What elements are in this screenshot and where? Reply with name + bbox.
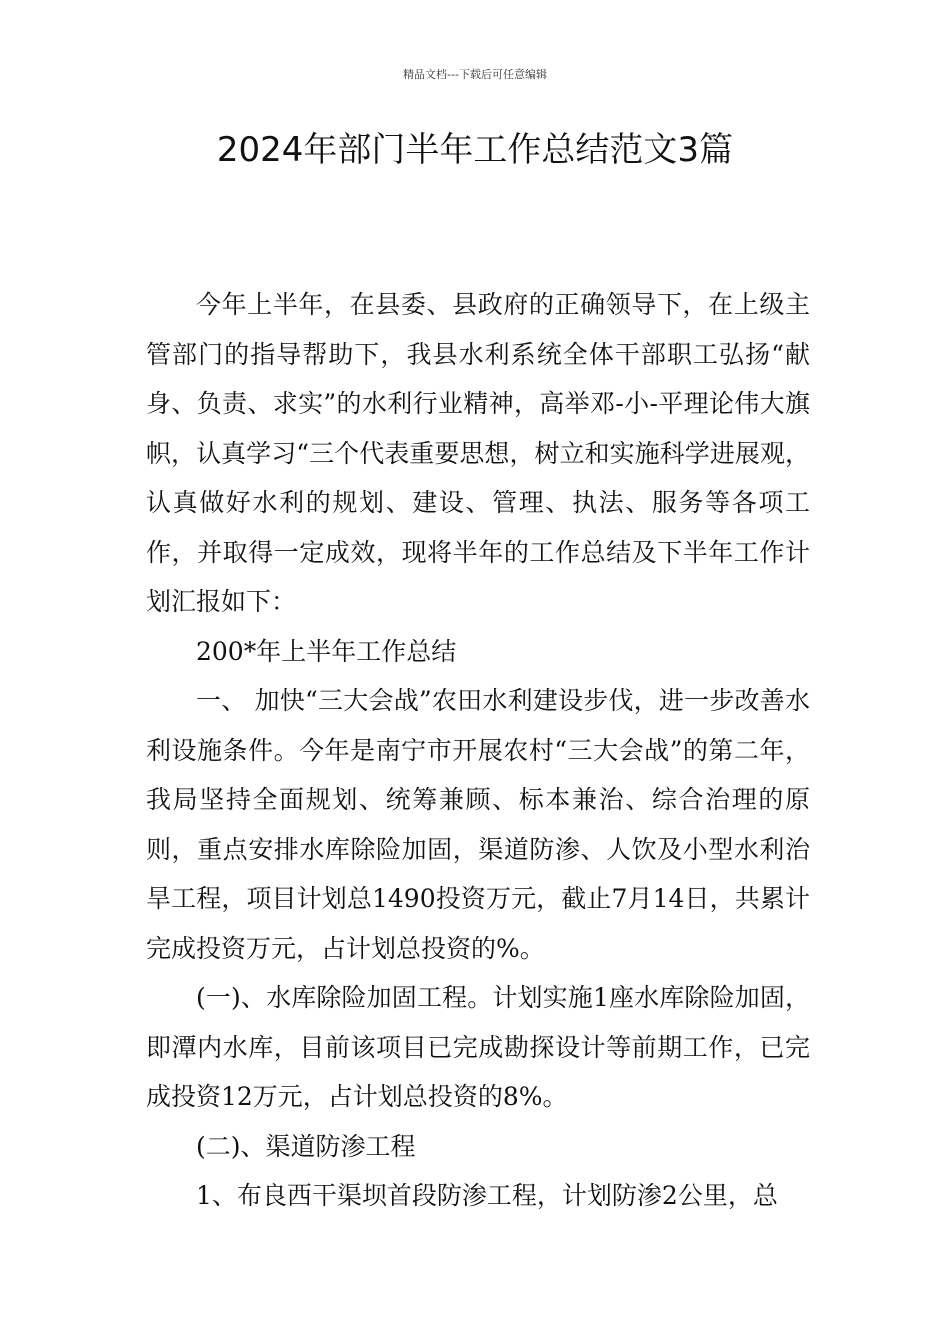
paragraph-canal-item-1: 1、布良西干渠坝首段防渗工程，计划防渗2公里，总 [196, 1181, 778, 1210]
section-heading: 200*年上半年工作总结 [196, 636, 457, 666]
header-note: 精品文档---下载后可任意编辑 [403, 68, 547, 81]
paragraph-intro: 今年上半年，在县委、县政府的正确领导下，在上级主管部门的指导帮助下，我县水利系统全体干部职工弘扬“献身、负责、求实”的水利行业精神，高举邓-小-平理论伟大旗帜，认真学习“三个代表重要思想，树立和实施科学进展观，认真做好水利的规划、建设、管理、执法、服务等各项工作，并取得一定成效，现将半年的工作总结及下半年工作计划汇报如下： [146, 290, 810, 616]
paragraph-section-one: 一、 加快“三大会战”农田水利建设步伐，进一步改善水利设施条件。今年是南宁市开展农村“三大会战”的第二年，我局坚持全面规划、统筹兼顾、标本兼治、综合治理的原则，重点安排水库除险加固，渠道防渗、人饮及小型水利治旱工程，项目计划总1490投资万元，截止7月14日，共累计完成投资万元，占计划总投资的%。 [146, 686, 810, 963]
document-title: 2024年部门半年工作总结范文3篇 [216, 130, 734, 170]
subsection-heading-canal: (二)、渠道防渗工程 [196, 1131, 416, 1161]
paragraph-reservoir: (一)、水库除险加固工程。计划实施1座水库除险加固，即潭内水库，目前该项目已完成勘探设计等前期工作，已完成投资12万元，占计划总投资的8%。 [146, 983, 810, 1111]
document-body [146, 280, 810, 1221]
